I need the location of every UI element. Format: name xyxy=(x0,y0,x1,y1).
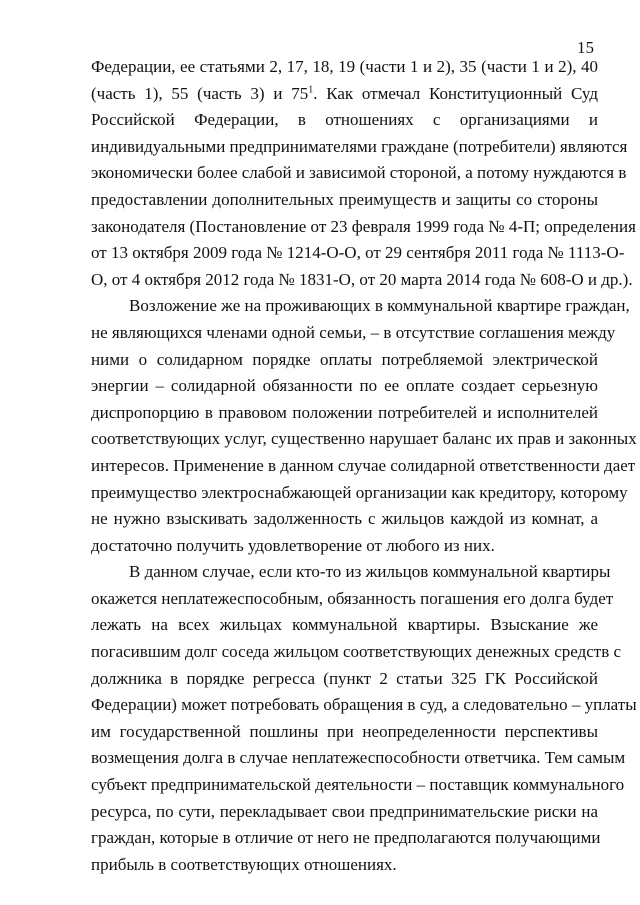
text-line: предоставлении дополнительных преимуществ и защиты со стороны xyxy=(91,189,598,209)
text-line: ресурса, по сути, перекладывает свои предпринимательские риски на xyxy=(91,801,598,821)
text-line: энергии – солидарной обязанности по ее оплате создает серьезную xyxy=(91,376,598,396)
text-line: должника в порядке регресса (пункт 2 статьи 325 ГК Российской xyxy=(91,668,598,688)
footnote-marker: 1 xyxy=(308,83,314,95)
text-line: О, от 4 октября 2012 года № 1831-О, от 20 марта 2014 года № 608-О и др.). xyxy=(91,269,633,289)
text-line: ними о солидарном порядке оплаты потребляемой электрической xyxy=(91,349,598,369)
text-line: погасившим долг соседа жильцом соответствующих денежных средств с xyxy=(91,642,622,662)
text-line: возмещения долга в случае неплатежеспособности ответчика. Тем самым xyxy=(91,748,626,768)
text-line: В данном случае, если кто-то из жильцов коммунальной квартиры xyxy=(129,562,611,582)
document-body xyxy=(91,54,637,878)
text-line: преимущество электроснабжающей организации как кредитору, которому xyxy=(91,482,628,502)
text-line: интересов. Применение в данном случае солидарной ответственности дает xyxy=(91,455,636,475)
text-line: диспропорцию в правовом положении потребителей и исполнителей xyxy=(91,402,598,422)
text-line: лежать на всех жильцах коммунальной квартиры. Взыскание же xyxy=(91,615,598,635)
text-line: Российской Федерации, в отношениях с организациями и xyxy=(91,110,598,130)
paragraph xyxy=(91,293,637,559)
text-line: Федерации) может потребовать обращения в суд, а следовательно – уплаты xyxy=(91,695,637,715)
text-line: не являющихся членами одной семьи, – в отсутствие соглашения между xyxy=(91,322,616,342)
text-line: субъект предпринимательской деятельности – поставщик коммунального xyxy=(91,775,625,795)
text-line: достаточно получить удовлетворение от любого из них. xyxy=(91,535,495,555)
text-line: окажется неплатежеспособным, обязанность погашения его долга будет xyxy=(91,588,614,608)
text-line: экономически более слабой и зависимой стороной, а потому нуждаются в xyxy=(91,163,627,183)
text-line: соответствующих услуг, существенно нарушает баланс их прав и законных xyxy=(91,429,637,449)
text-line: граждан, которые в отличие от него не предполагаются получающими xyxy=(91,828,601,848)
text-line: не нужно взыскивать задолженность с жильцов каждой из комнат, а xyxy=(91,509,598,529)
text-line: от 13 октября 2009 года № 1214-О-О, от 29 сентября 2011 года № 1113-О- xyxy=(91,243,625,263)
text-line: им государственной пошлины при неопределенности перспективы xyxy=(91,721,598,741)
text-line: Федерации, ее статьями 2, 17, 18, 19 (части 1 и 2), 35 (части 1 и 2), 40 xyxy=(91,57,598,76)
text-segment: . Как отмечал Конституционный Суд xyxy=(313,83,598,103)
text-line: индивидуальными предпринимателями граждане (потребители) являются xyxy=(91,136,628,156)
text-line: законодателя (Постановление от 23 февраля 1999 года № 4-П; определения xyxy=(91,216,636,236)
text-segment: (часть 1), 55 (часть 3) и 75 xyxy=(91,83,309,103)
paragraph xyxy=(91,559,637,878)
text-line xyxy=(91,81,598,108)
paragraph xyxy=(91,54,636,293)
text-line: прибыль в соответствующих отношениях. xyxy=(91,854,397,874)
page-number: 15 xyxy=(577,38,594,57)
text-line: Возложение же на проживающих в коммунальной квартире граждан, xyxy=(129,296,630,316)
